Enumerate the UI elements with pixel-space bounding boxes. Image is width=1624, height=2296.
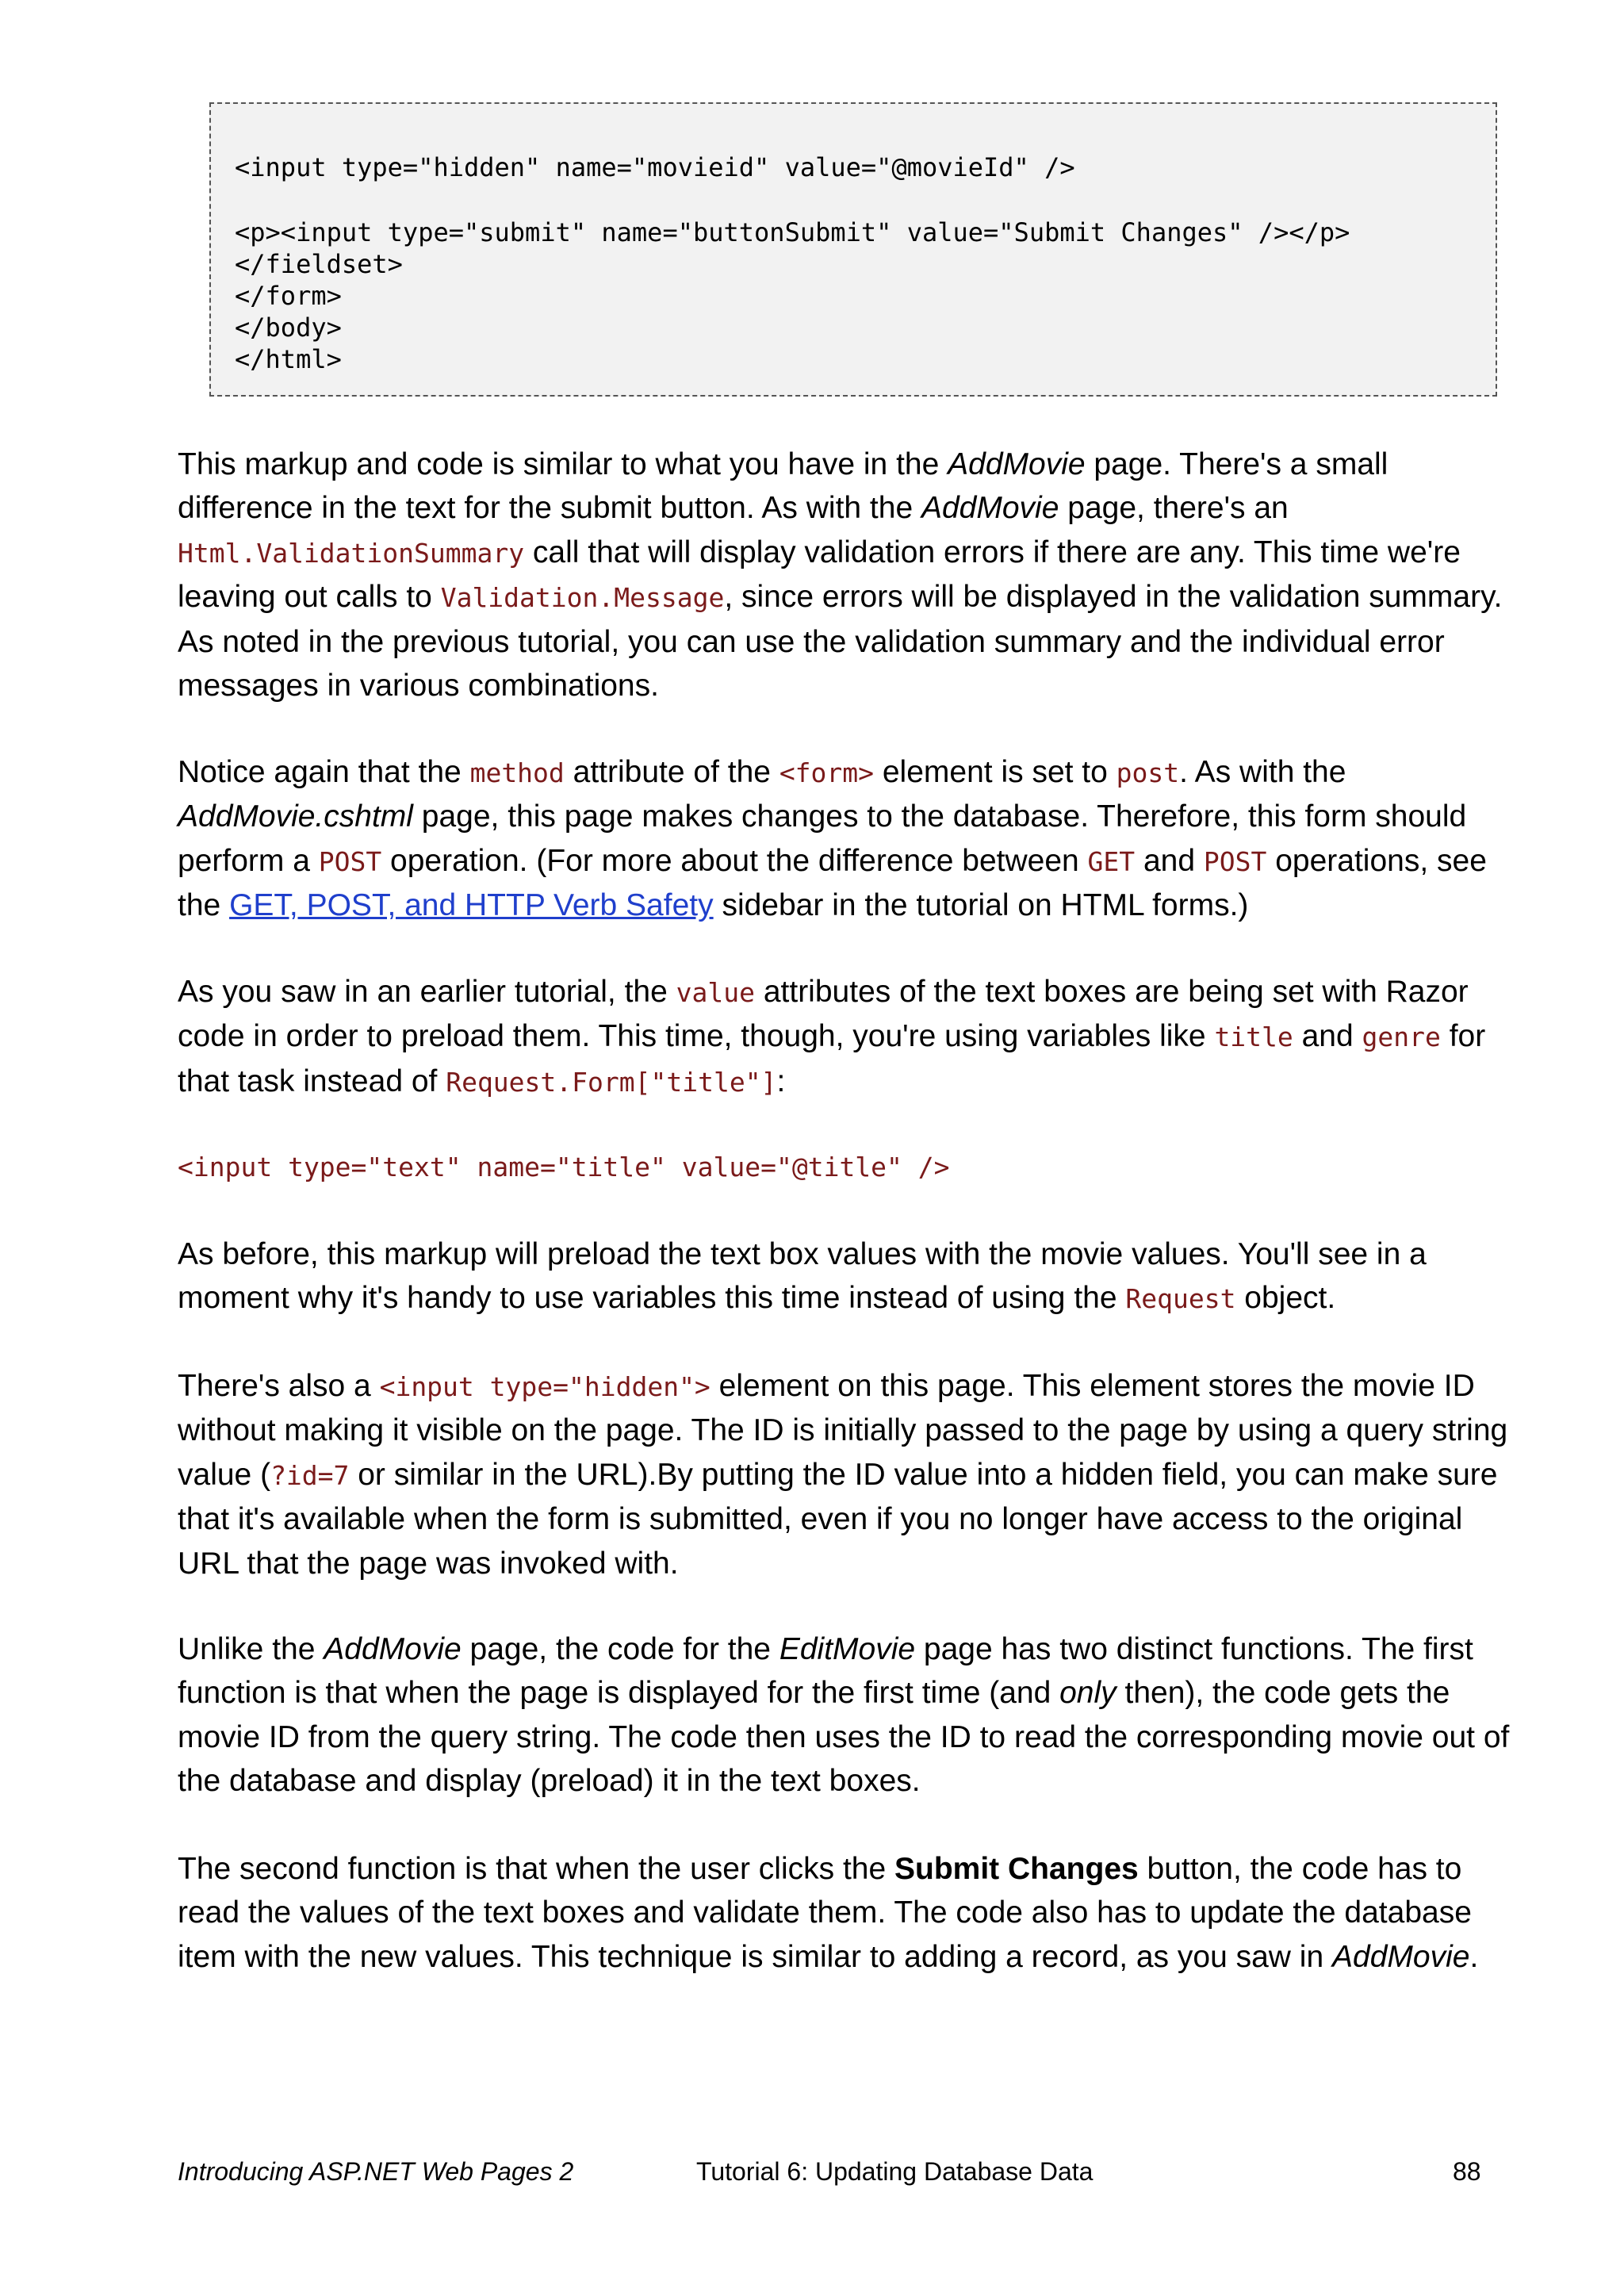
footer-page-number: 88 xyxy=(1453,2157,1481,2186)
paragraph-hidden-input: There's also a <input type="hidden"> element on this page. This element stores the movie ID without making it visible on the page. The ID is initially passed to the page by using a query string value (?id=7 or similar in the URL).By putting the ID value into a hidden field, you can make sure that it's available when the form is submitted, even if you no longer have access to the original URL that the page was invoked with. xyxy=(178,1369,1508,1581)
paragraph-second-function: The second function is that when the user clicks the Submit Changes button, the code has to read the values of the text boxes and validate them. The code also has to update the database item with the new values. This technique is similar to adding a record, as you saw in AddMovie. xyxy=(178,1852,1479,1974)
code-line: <input type="hidden" name="movieid" value="@movieId" /> xyxy=(235,152,1075,182)
paragraph-markup-similar: This markup and code is similar to what you have in the AddMovie page. There's a small difference in the text for the submit button. As with the AddMovie page, there's an Html.ValidationSummary call that will display validation errors if there are any. This time we're leaving out calls to Validation.Message, since errors will be displayed in the validation summary. As noted in the previous tutorial, you can use the validation summary and the individual error messages in various combinations. xyxy=(178,447,1503,703)
paragraph-preload: As before, this markup will preload the text box values with the movie values. You'll see in a moment why it's handy to use variables this time instead of using the Request object. xyxy=(178,1237,1427,1316)
code-line: </html> xyxy=(235,344,342,374)
code-line: </body> xyxy=(235,312,342,343)
inline-code: Html.ValidationSummary xyxy=(178,537,525,569)
code-line: </fieldset> xyxy=(235,249,403,279)
paragraph-two-functions: Unlike the AddMovie page, the code for the EditMovie page has two distinct functions. The first function is that when the page is displayed for the first time (and only then), the code gets the movie ID from the query string. The code then uses the ID to read the corresponding movie out of the database and display (preload) it in the text boxes. xyxy=(178,1632,1510,1799)
inline-code: value xyxy=(676,977,755,1008)
code-line: </form> xyxy=(235,281,342,311)
code-example: <input type="text" name="title" value="@title" /> xyxy=(178,1152,950,1182)
inline-code: ?id=7 xyxy=(270,1459,350,1491)
inline-code: GET xyxy=(1087,845,1136,877)
inline-code: Request.Form["title"] xyxy=(446,1066,777,1098)
inline-code: <form> xyxy=(779,757,875,788)
footer-chapter-title: Tutorial 6: Updating Database Data xyxy=(696,2157,1094,2186)
inline-code: title xyxy=(1214,1022,1293,1053)
inline-code: post xyxy=(1116,757,1180,788)
inline-code: Validation.Message xyxy=(440,582,725,614)
inline-code: method xyxy=(469,757,565,788)
verb-safety-link[interactable]: GET, POST, and HTTP Verb Safety xyxy=(229,888,714,923)
code-block xyxy=(209,102,1497,397)
paragraph-method-attribute: Notice again that the method attribute of the <form> element is set to post. As with the AddMovie.cshtml page, this page makes changes to the database. Therefore, this form should perform a POST operation. (For more about the difference between GET and POST operations, see the GET, POST, and HTTP Verb Safety sidebar in the tutorial on HTML forms.) xyxy=(178,755,1487,923)
inline-code: POST xyxy=(318,845,382,877)
inline-code: <input type="hidden"> xyxy=(379,1371,710,1402)
inline-code: genre xyxy=(1362,1022,1441,1053)
code-line: <p><input type="submit" name="buttonSubmit" value="Submit Changes" /></p> xyxy=(235,217,1350,247)
paragraph-value-attributes: As you saw in an earlier tutorial, the value attributes of the text boxes are being set with Razor code in order to preload them. This time, though, you're using variables like title and genre for that task instead of Request.Form["title"]: xyxy=(178,975,1486,1098)
inline-code: Request xyxy=(1125,1283,1236,1315)
footer-book-title: Introducing ASP.NET Web Pages 2 xyxy=(178,2157,574,2186)
inline-code: POST xyxy=(1203,845,1267,877)
